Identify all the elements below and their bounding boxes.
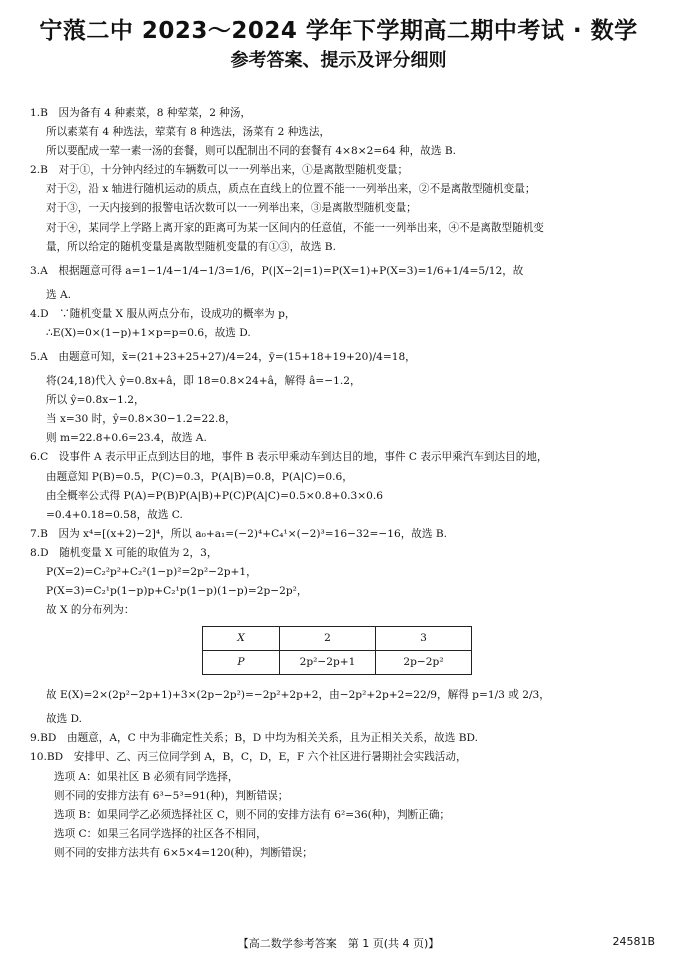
- answer-line: 5.A 由题意可知，x̄=(21+23+25+27)/4=24，ȳ=(15+18+19+20)/4=18，: [30, 351, 416, 364]
- answer-line: ∴E(X)=0×(1−p)+1×p=p=0.6，故选 D.: [46, 326, 251, 339]
- answer-line: 则不同的安排方法共有 6×5×4=120(种)，判断错误；: [54, 846, 313, 859]
- answer-line: 将(24,18)代入 ŷ=0.8x+â，即 18=0.8×24+â，解得 â=−1.2，: [46, 375, 361, 388]
- answer-line: 1.B 因为备有 4 种素菜，8 种荤菜，2 种汤，: [30, 107, 252, 119]
- answer-line: =0.4+0.18=0.58，故选 C.: [46, 508, 183, 521]
- page-footer: 【高二数学参考答案 第 1 页(共 4 页)】: [237, 937, 440, 950]
- answer-body: [30, 104, 655, 863]
- answer-line: 所以 ŷ=0.8x−1.2，: [46, 394, 145, 407]
- document-code: 24581B: [612, 935, 655, 948]
- table-cell: 3: [376, 627, 472, 651]
- answer-line: 对于②，沿 x 轴进行随机运动的质点，质点在直线上的位置不能一一列举出来，②不是离散型随机变量；: [46, 183, 536, 196]
- answer-line: 量，所以给定的随机变量是离散型随机变量的有①③，故选 B.: [46, 240, 336, 253]
- answer-line: 则 m=22.8+0.6=23.4，故选 A.: [46, 432, 207, 445]
- answer-line: 选项 A：如果社区 B 必须有同学选择，: [54, 770, 239, 783]
- answer-line: 当 x=30 时，ŷ=0.8×30−1.2=22.8，: [46, 413, 236, 426]
- answer-line: 则不同的安排方法有 6³−5³=91(种)，判断错误；: [54, 789, 289, 802]
- answer-line: 由全概率公式得 P(A)=P(B)P(A|B)+P(C)P(A|C)=0.5×0.8+0.3×0.6: [46, 489, 384, 502]
- answer-line: P(X=3)=C₂¹p(1−p)p+C₂¹p(1−p)(1−p)=2p−2p²，: [46, 585, 308, 598]
- table-cell: P: [203, 651, 280, 675]
- table-cell: 2p²−2p+1: [280, 651, 376, 675]
- answer-line: P(X=2)=C₂²p²+C₂²(1−p)²=2p²−2p+1，: [46, 565, 257, 578]
- answer-line: 3.A 根据题意可得 a=1−1/4−1/4−1/3=1/6，P(|X−2|=1)=P(X=1)+P(X=3)=1/6+1/4=5/12，故: [30, 264, 524, 277]
- table-cell: 2: [280, 627, 376, 651]
- answer-line: 4.D ∵随机变量 X 服从两点分布，设成功的概率为 p，: [30, 307, 296, 320]
- answer-line: 2.B 对于①，十分钟内经过的车辆数可以一一列举出来，①是离散型随机变量；: [30, 164, 409, 177]
- table-cell: 2p−2p²: [376, 651, 472, 675]
- answer-line: 对于④，某同学上学路上离开家的距离可为某一区间内的任意值，不能一一列举出来，④不是离散型随机变: [46, 221, 544, 234]
- page-title: 宁蒗二中 2023～2024 学年下学期高二期中考试 · 数学: [39, 18, 638, 44]
- answer-line: 故选 D.: [46, 713, 83, 726]
- answer-line: 6.C 设事件 A 表示甲正点到达目的地，事件 B 表示甲乘动车到达目的地，事件 C 表示甲乘汽车到达目的地，: [30, 451, 548, 464]
- table-row: [203, 627, 472, 651]
- answer-line: 9.BD 由题意，A，C 中为非确定性关系；B，D 中均为相关关系，且为正相关关系，故选 BD.: [30, 732, 478, 745]
- answer-line: 所以要配成一荤一素一汤的套餐，则可以配制出不同的套餐有 4×8×2=64 种，故选 B.: [46, 145, 456, 158]
- answer-line: 选 A.: [46, 288, 71, 301]
- answer-line: 故 E(X)=2×(2p²−2p+1)+3×(2p−2p²)=−2p²+2p+2，由−2p²+2p+2=22/9，解得 p=1/3 或 2/3，: [46, 689, 550, 702]
- answer-line: 选项 B：如果同学乙必须选择社区 C，则不同的安排方法有 6²=36(种)，判断正确；: [54, 808, 451, 821]
- answer-line: 故 X 的分布列为：: [46, 604, 135, 617]
- answer-line: 7.B 因为 x⁴=[(x+2)−2]⁴，所以 a₀+a₁=(−2)⁴+C₄¹×(−2)³=16−32=−16，故选 B.: [30, 527, 448, 540]
- answer-line: 由题意知 P(B)=0.5，P(C)=0.3，P(A|B)=0.8，P(A|C)=0.6，: [46, 470, 353, 483]
- answer-line: 8.D 随机变量 X 可能的取值为 2，3，: [30, 546, 218, 559]
- table-row: [203, 651, 472, 675]
- answer-line: 选项 C：如果三名同学选择的社区各不相同，: [54, 827, 267, 840]
- answer-line: 对于③，一天内接到的报警电话次数可以一一列举出来，③是离散型随机变量；: [46, 202, 417, 215]
- table-cell: X: [203, 627, 280, 651]
- answer-line: 所以素菜有 4 种选法，荤菜有 8 种选法，汤菜有 2 种选法，: [46, 126, 331, 139]
- answer-line: 10.BD 安排甲、乙、丙三位同学到 A，B，C，D，E，F 六个社区进行暑期社会实践活动，: [30, 751, 467, 764]
- page-subtitle: 参考答案、提示及评分细则: [230, 50, 447, 71]
- distribution-table: [202, 626, 472, 675]
